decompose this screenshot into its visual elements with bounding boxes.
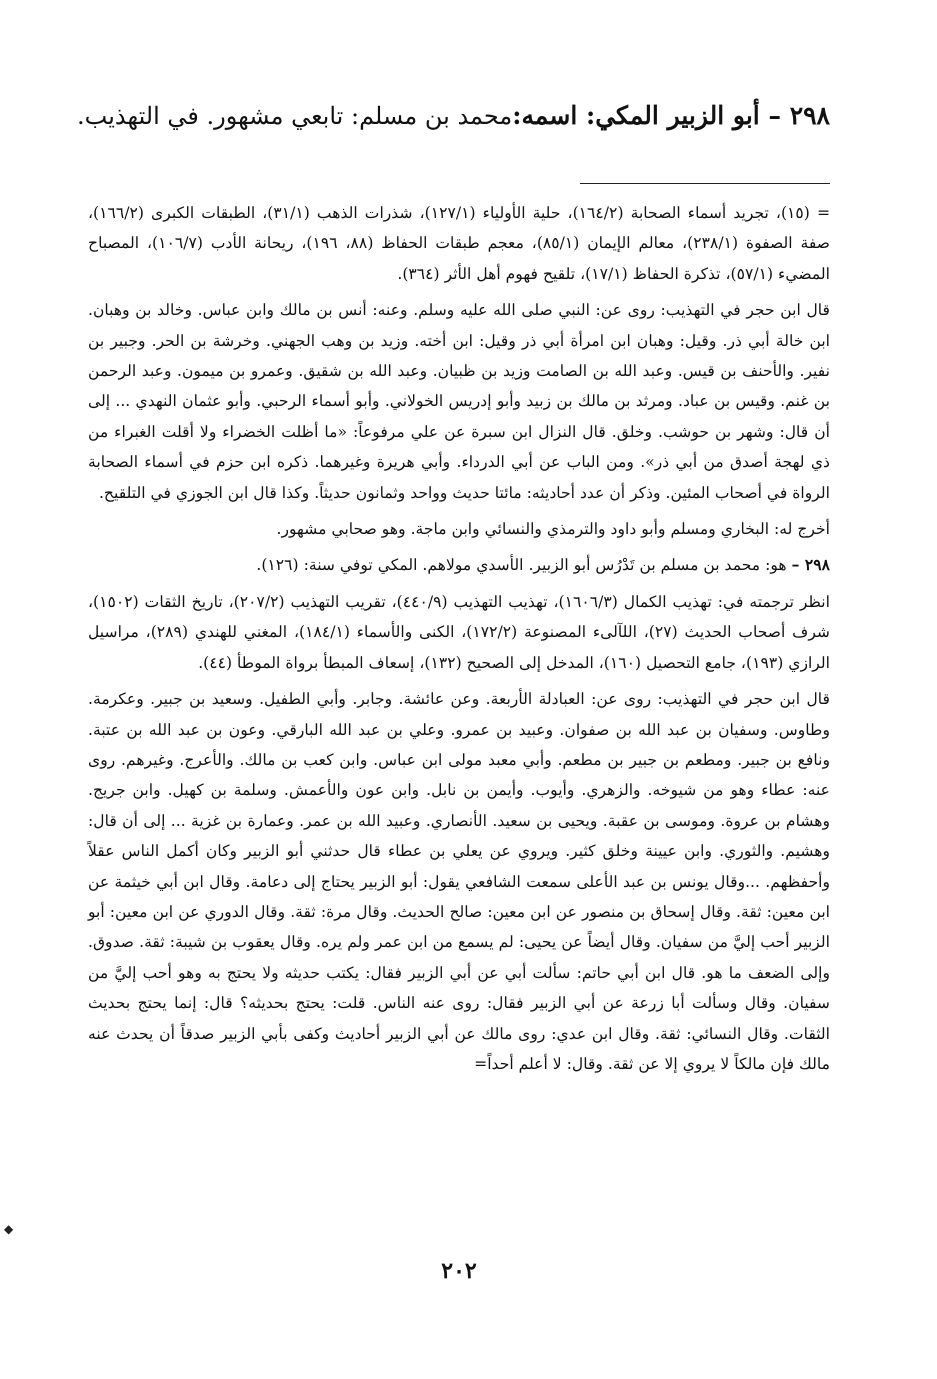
entry-name: أبو الزبير المكي:: [585, 101, 760, 130]
footnote-298-number: ٢٩٨ –: [791, 555, 830, 575]
footnote-ibn-hajar-abu-zubair: قال ابن حجر في التهذيب: روى عن: العبادلة الأربعة. وعن عائشة. وجابر. وأبي الطفيل. وسعيد بن جبير. وعكرمة. وطاوس. وسفيان بن عبد الله بن صفوان. وعبيد بن عمرو. وعلي بن عبد الله البارقي. وعون بن عبد الله بن عتبة. ونافع بن جبير. ومطعم بن جبير بن مطعم. وأبي معبد مولى ابن عباس. وابن كعب بن مالك. والأعرج. وغيرهم. روى عنه: عطاء وهو من شيوخه. والزهري. وأيوب. وأيمن بن نابل. وابن عون والأعمش. وسلمة بن كهيل. وابن جريج. وهشام بن عروة. وموسى بن عقبة. ويحيى بن سعيد. الأنصاري. وعبيد الله بن عمر. وعمارة بن غزية ... إلى أن قال: وهشيم. والثوري. وابن عيينة وخلق كثير. ويروي عن يعلي بن عطاء قال حدثني أبو الزبير وكان أكمل الناس عقلاً وأحفظهم. ...وقال يونس بن عبد الأعلى سمعت الشافعي يقول: أبو الزبير يحتاج إلى دعامة. وقال ابن أبي خيثمة عن ابن معين: ثقة. وقال إسحاق بن منصور عن ابن معين: صالح الحديث. وقال مرة: ثقة. وقال الدوري عن ابن معين: أبو الزبير أحب إليَّ من سفيان. وقال أيضاً عن يحيى: لم يسمع من ابن عمر ولم يره. وقال يعقوب بن شيبة: ثقة. صدوق. وإلى الضعف ما هو. قال ابن أبي حاتم: سألت أبي عن أبي الزبير فقال: يكتب حديثه ولا يحتج به وهو أحب إليَّ من سفيان. وقال وسألت أبا زرعة عن أبي الزبير فقال: روى عنه الناس. قلت: يحتج بحديثه؟ قال: إنما يحتج بحديث الثقات. وقال النسائي: ثقة. وقال ابن عدي: روى مالك عن أبي الزبير أحاديث وكفى بأبي الزبير صدقاً أن يحدث عنه مالك فإن مالكاً لا يروي إلا عن ثقة. وقال: لا أعلم أحداً=: [88, 690, 830, 1073]
scan-mark: ◆: [4, 1222, 14, 1236]
footnote-references: انظر ترجمته في: تهذيب الكمال (١٦٠٦/٣)، تهذيب التهذيب (٤٤٠/٩)، تقريب التهذيب (٢٠٧/٢)، تاريخ الثقات (١٥٠٢)، شرف أصحاب الحديث (٢٧)، اللآلىء المصنوعة (١٧٢/٢)، الكنى والأسماء (١٨٤/١)، المغني للهندي (٢٨٩)، مراسيل الرازي (١٩٣)، جامع التحصيل (١٦٠)، المدخل إلى الصحيح (١٣٢)، إسعاف المبطأ برواة الموطأ (٤٤).: [88, 592, 830, 672]
footnote-continued-refs: = (١٥)، تجريد أسماء الصحابة (١٦٤/٢)، حلية الأولياء (١٢٧/١)، شذرات الذهب (٣١/١)، الطبقات الكبرى (١٦٦/٢)، صفة الصفوة (٢٣٨/١)، معالم الإيمان (٨٥/١)، معجم طبقات الحفاظ (٨٨، ١٩٦)، ريحانة الأدب (١٠٦/٧)، المصباح المضيء (٥٧/١)، تذكرة الحفاظ (١٧/١)، تلقيح فهوم أهل الأثر (٣٦٤).: [88, 204, 831, 283]
footnote-ibn-hajar-abu-dharr: قال ابن حجر في التهذيب: روى عن: النبي صلى الله عليه وسلم. وعنه: أنس بن مالك وابن عباس. وخالد بن وهبان. ابن خالة أبي ذر. وقيل: وهبان ابن امرأة أبي ذر وقيل: ابن أخته. وزيد بن وهب الجهني. وخرشة بن الحر. وجبير بن نفير. والأحنف بن قيس. وعبد الله بن الصامت وزيد بن ظبيان. وعبد الله بن شقيق. وعمرو بن ميمون. وعبد الرحمن بن غنم. وقيس بن عباد. ومرثد بن مالك بن زبيد وأبو إدريس الخولاني. وأبو أسماء الرحبي. وأبو عثمان النهدي ... إلى أن قال: وشهر بن حوشب. وخلق. قال النزال ابن سبرة عن علي مرفوعاً: «ما أظلت الخضراء ولا أقلت الغبراء من ذي لهجة أصدق من أبي ذر». ومن الباب عن أبي الدرداء. وأبي هريرة وغيرهما. ذكره ابن حزم في أسماء الصحابة الرواة في أصحاب المئين. وذكر أن عدد أحاديثه: مائتا حديث وواحد وثمانون حديثاً. وكذا قال ابن الجوزي في التلقيح.: [88, 301, 830, 502]
footnote-separator: [580, 183, 830, 184]
page-number: ٢٠٢: [441, 1258, 477, 1284]
footnote-298: [88, 550, 830, 580]
footnote-akhrajahu: أخرج له: البخاري ومسلم وأبو داود والترمذي والنسائي وابن ماجة. وهو صحابي مشهور.: [276, 520, 830, 539]
footnote-298-text: هو: محمد بن مسلم بن تَدْرُس أبو الزبير. الأسدي مولاهم. المكي توفي سنة: (١٢٦).: [256, 556, 787, 575]
entry-rest: محمد بن مسلم: تابعي مشهور. في التهذيب.: [77, 102, 513, 130]
ism-label: اسمه:: [512, 101, 578, 130]
book-page: [77, 0, 831, 1379]
entry-number: ٢٩٨ –: [768, 101, 830, 130]
entry-heading: [77, 96, 830, 136]
footnotes: [88, 198, 830, 1079]
